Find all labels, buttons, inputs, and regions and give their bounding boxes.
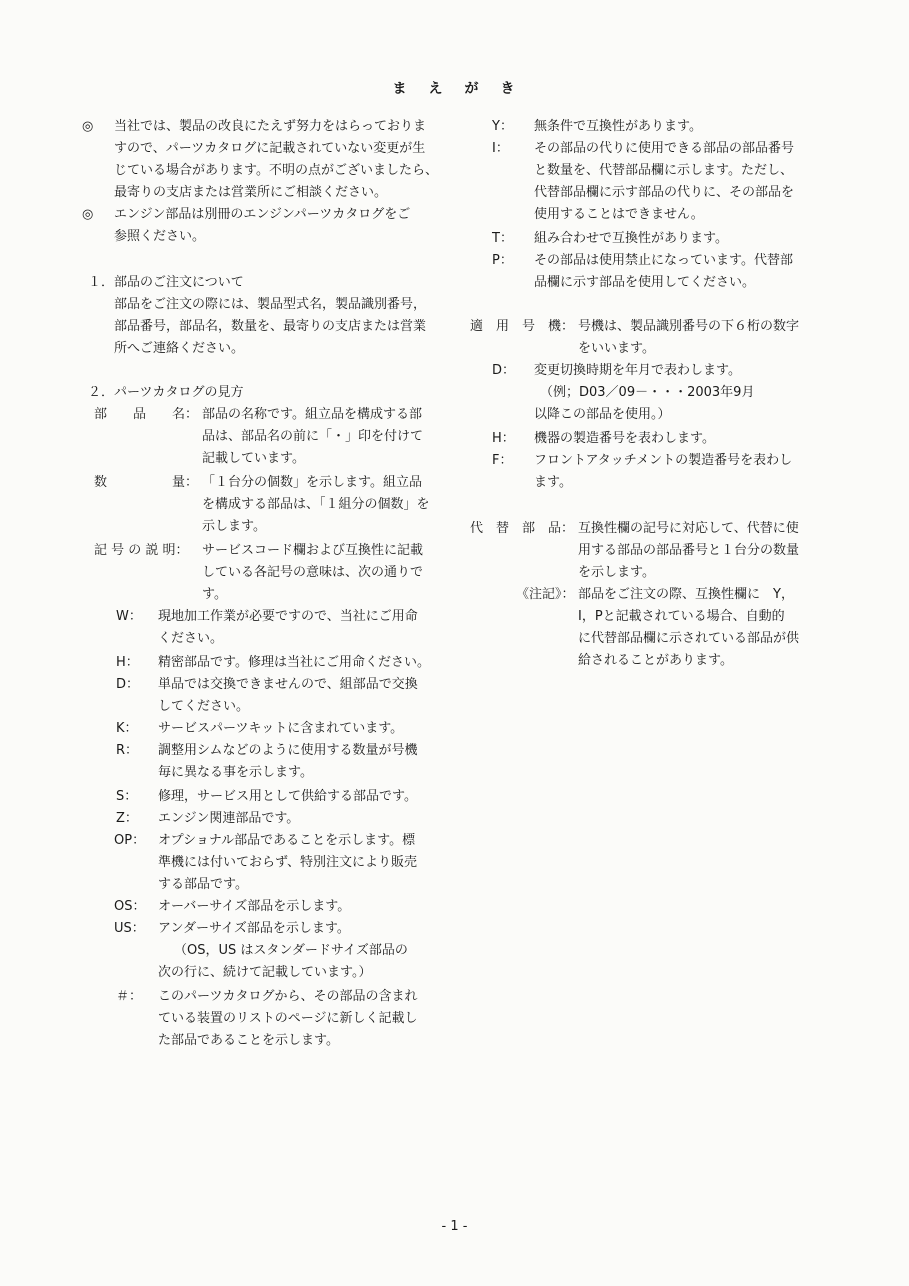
code-line: ください。 [158,631,224,646]
note-mark: ◎ [82,207,94,222]
code-line: 以降この部品を使用。） [534,407,671,422]
section-line: 部品をご注文の際には、製品型式名，製品識別番号， [114,297,427,312]
compat-line: 品欄に示す部品を使用してください。 [534,275,756,290]
note-line: 部品をご注文の際、互換性欄に Y， [578,587,794,602]
page-number: - 1 - [441,1219,468,1234]
title-char: え [428,81,445,97]
note-term: 《注記》： [516,587,575,602]
code-label: D： [116,677,140,692]
def-line: 品は、部品名の前に「・」印を付けて [202,429,424,444]
section-heading: ２．パーツカタログの見方 [88,385,244,400]
note-line: じている場合があります。不明の点がございましたら、 [114,163,438,178]
note-line: エンジン部品は別冊のエンジンパーツカタログをご [114,207,411,222]
code-label: OP： [114,833,146,848]
code-line: 単品では交換できませんので、組部品で交換 [158,677,418,692]
def-term: 代 替 部 品： [470,521,575,536]
code-label: ＃： [116,989,143,1004]
code-line: 現地加工作業が必要ですので、当社にご用命 [158,609,418,624]
page-title [0,78,909,100]
def-term: 部 品 名： [94,407,199,422]
code-line: このパーツカタログから、その部品の含まれ [158,989,418,1004]
code-label: W： [116,609,142,624]
code-line: 毎に異なる事を示します。 [158,765,313,780]
code-label: US： [114,921,145,936]
note-line: 最寄りの支店または営業所にご相談ください。 [114,185,388,200]
note-line: I，Pと記載されている場合、自動的 [578,609,785,624]
def-line: を構成する部品は、「１組分の個数」を [202,497,430,512]
def-line: サービスコード欄および互換性に記載 [202,543,424,558]
def-line: 互換性欄の記号に対応して、代替に使 [578,521,799,536]
code-label: D： [492,363,516,378]
def-term: 記 号 の 説 明： [94,543,189,558]
note-mark: ◎ [82,119,94,134]
code-line: 調整用シムなどのように使用する数量が号機 [158,743,418,758]
code-label: R： [116,743,139,758]
section-line: 部品番号，部品名，数量を、最寄りの支店または営業 [114,319,427,334]
note-line: 当社では、製品の改良にたえず努力をはらっておりま [114,119,427,134]
def-line: している各記号の意味は、次の通りで [202,565,424,580]
note-line: 給されることがあります。 [578,653,733,668]
code-label: S： [116,789,138,804]
code-label: H： [492,431,515,446]
compat-line: その部品は使用禁止になっています。代替部 [534,253,793,268]
def-line: 記載しています。 [202,451,305,466]
code-label: Z： [116,811,138,826]
code-line: た部品であることを示します。 [158,1033,339,1048]
compat-line: 代替部品欄に示す部品の代りに、その部品を [534,185,795,200]
code-label: H： [116,655,139,670]
def-line: 示します。 [202,519,266,534]
code-line: 次の行に、続けて記載しています。） [158,965,372,980]
compat-code: Y： [492,119,513,134]
def-line: 「１台分の個数」を示します。組立品 [202,475,422,490]
compat-line: その部品の代りに使用できる部品の部品番号 [534,141,795,156]
code-line: 準機には付いておらず、特別注文により販売 [158,855,417,870]
code-line: オーバーサイズ部品を示します。 [158,899,351,914]
compat-code: T： [492,231,513,246]
code-line: 修理，サービス用として供給する部品です。 [158,789,417,804]
code-line: （例；D03／09－・・・2003年9月 [540,385,755,400]
compat-line: 無条件で互換性があります。 [534,119,702,134]
code-line: ます。 [534,475,572,490]
def-line: を示します。 [578,565,655,580]
def-line: 部品の名称です。組立品を構成する部 [202,407,422,422]
compat-code: P： [492,253,513,268]
def-line: をいいます。 [578,341,655,356]
compat-line: と数量を、代替部品欄に示します。ただし、 [534,163,793,178]
code-line: オプショナル部品であることを示します。標 [158,833,416,848]
compat-line: 使用することはできません。 [534,207,704,222]
code-line: （OS，US はスタンダードサイズ部品の [174,943,408,958]
compat-code: I： [492,141,509,156]
title-char: ま [392,81,409,97]
code-line: してください。 [158,699,250,714]
code-line: サービスパーツキットに含まれています。 [158,721,404,736]
code-line: 機器の製造番号を表わします。 [534,431,715,446]
def-line: 用する部品の部品番号と１台分の数量 [578,543,800,558]
title-char: が [464,81,481,97]
code-line: する部品です。 [158,877,248,892]
code-line: フロントアタッチメントの製造番号を表わし [534,453,793,468]
code-label: K： [116,721,138,736]
code-line: アンダーサイズ部品を示します。 [158,921,350,936]
code-line: エンジン関連部品です。 [158,811,300,826]
code-line: 精密部品です。修理は当社にご用命ください。 [158,655,430,670]
def-line: す。 [202,587,227,602]
section-heading: １．部品のご注文について [88,275,244,290]
note-line: 参照ください。 [114,229,206,244]
code-label: F： [492,453,513,468]
code-label: OS： [114,899,146,914]
section-line: 所へご連絡ください。 [114,341,245,356]
code-line: ている装置のリストのページに新しく記載し [158,1011,418,1026]
code-line: 変更切換時期を年月で表わします。 [534,363,741,378]
note-line: に代替部品欄に示されている部品が供 [578,631,800,646]
def-line: 号機は、製品識別番号の下６桁の数字 [578,319,800,334]
def-term: 適 用 号 機： [470,319,575,334]
note-line: すので、パーツカタログに記載されていない変更が生 [114,141,426,156]
def-term: 数 量： [94,475,199,490]
compat-line: 組み合わせで互換性があります。 [534,231,728,246]
title-char: き [500,81,517,97]
